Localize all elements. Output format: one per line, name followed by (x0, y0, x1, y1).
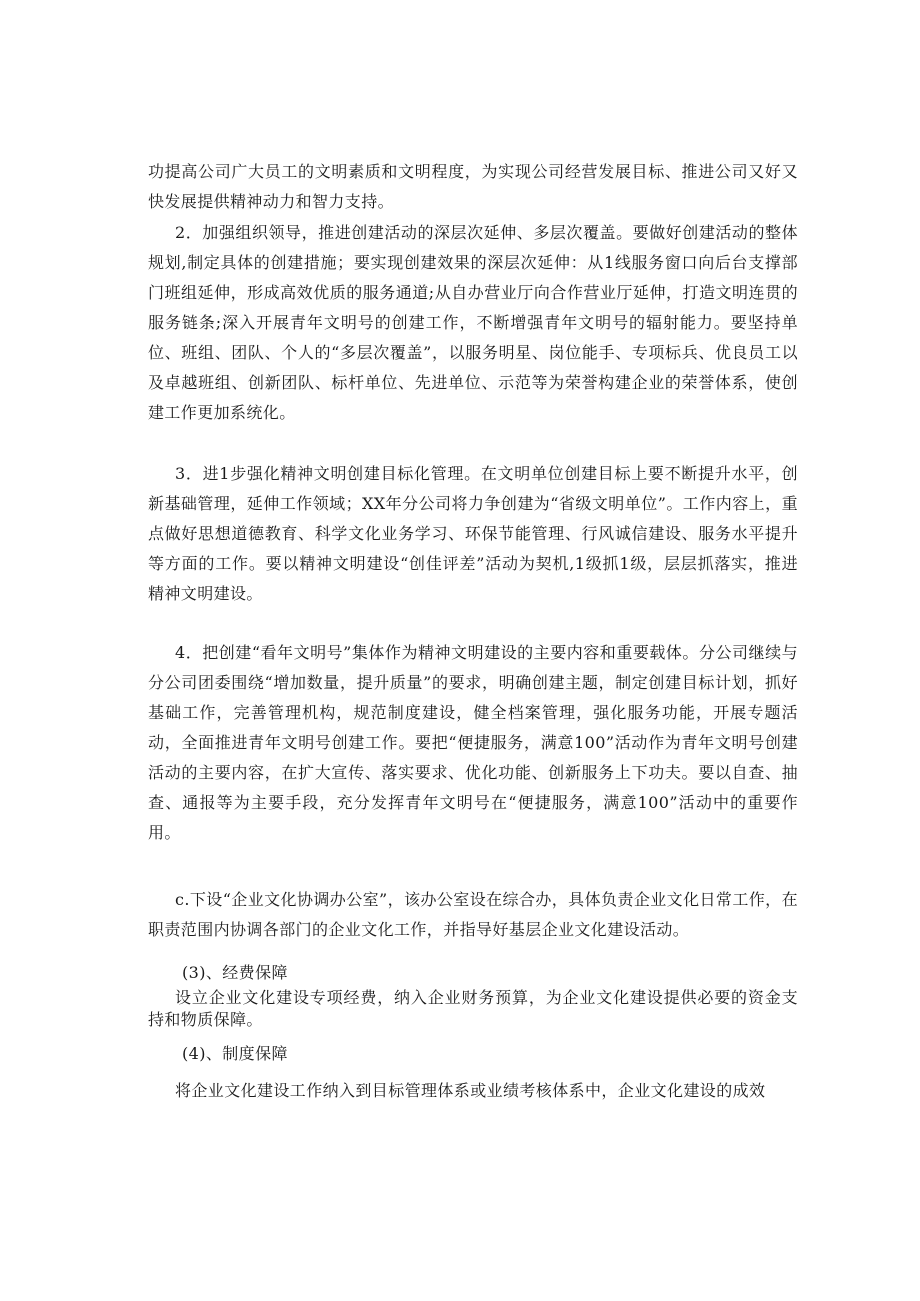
section-body-funding: 设立企业文化建设专项经费，纳入企业财务预算，为企业文化建设提供必要的资金支持和物质保障。 (148, 988, 798, 1029)
paragraph-item-c: c.下设“企业文化协调办公室”，该办公室设在综合办，具体负责企业文化日常工作，在职责范围内协调各部门的企业文化工作，并指导好基层企业文化建设活动。 (148, 890, 798, 939)
section-heading-system: (4)、制度保障 (182, 1044, 288, 1063)
paragraph-continuation: 功提高公司广大员工的文明素质和文明程度，为实现公司经营发展目标、推进公司又好又快发展提供精神动力和智力支持。 (148, 162, 798, 211)
paragraph-item-4: 4．把创建“看年文明号”集体作为精神文明建设的主要内容和重要载体。分公司继续与分公司团委围绕“增加数量，提升质量”的要求，明确创建主题，制定创建目标计划，抓好基础工作，完善管理机构，规范制度建设，健全档案管理，强化服务功能，开展专题活动，全面推进青年文明号创建工作。要把“便捷服务，满意100”活动作为青年文明号创建活动的主要内容，在扩大宣传、落实要求、优化功能、创新服务上下功夫。要以自查、抽查、通报等为主要手段，充分发挥青年文明号在“便捷服务，满意100”活动中的重要作用。 (148, 643, 798, 842)
paragraph-item-3: 3．进1步强化精神文明创建目标化管理。在文明单位创建目标上要不断提升水平，创新基础管理，延伸工作领域；XX年分公司将力争创建为“省级文明单位”。工作内容上，重点做好思想道德教育、科学文化业务学习、环保节能管理、行风诚信建设、服务水平提升等方面的工作。要以精神文明建设“创佳评差”活动为契机,1级抓1级，层层抓落实，推进精神文明建设。 (148, 464, 798, 603)
section-body-system: 将企业文化建设工作纳入到目标管理体系或业绩考核体系中，企业文化建设的成效 (175, 1081, 766, 1100)
section-heading-funding: (3)、经费保障 (182, 963, 288, 982)
paragraph-item-2: 2．加强组织领导，推进创建活动的深层次延伸、多层次覆盖。要做好创建活动的整体规划,制定具体的创建措施；要实现创建效果的深层次延伸：从1线服务窗口向后台支撑部门班组延伸，形成高效优质的服务通道;从自办营业厅向合作营业厅延伸，打造文明连贯的服务链条;深入开展青年文明号的创建工作，不断增强青年文明号的辐射能力。要坚持单位、班组、团队、个人的“多层次覆盖”，以服务明星、岗位能手、专项标兵、优良员工以及卓越班组、创新团队、标杆单位、先进单位、示范等为荣誉构建企业的荣誉体系，使创建工作更加系统化。 (148, 223, 798, 422)
